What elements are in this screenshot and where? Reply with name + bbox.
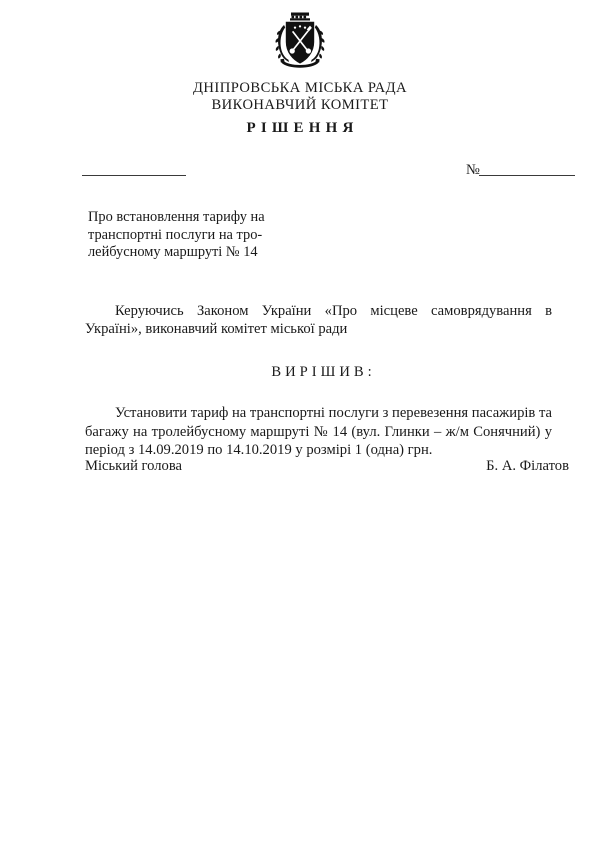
number-symbol: №: [466, 162, 480, 178]
organization-name-line-2: ВИКОНАВЧИЙ КОМІТЕТ: [211, 97, 389, 113]
coat-of-arms-shield-icon: [271, 11, 329, 71]
emblem-container: [0, 0, 600, 76]
signatory-title: Міський голова: [85, 458, 183, 474]
resolution-paragraph: Установити тариф на транспортні послуги з перевезення пасажирів та багажу на тролейбусному маршруті № 14 (вул. Глинки – ж/м Сонячний) у період з 14.09.2019 по 14.10.2019 у розмірі 1 (одна) грн.: [85, 405, 552, 459]
signatory-name: Б. А. Філатов: [486, 458, 569, 474]
signature-block: [85, 458, 569, 475]
subject-line-2: транспортні послуги на тро-: [88, 226, 263, 243]
subject-line-3: лейбусному маршруті № 14: [88, 244, 258, 260]
document-body: [85, 302, 552, 461]
document-header: [0, 80, 600, 137]
document-subject: [88, 209, 328, 262]
organization-name-line-1: ДНІПРОВСЬКА МІСЬКА РАДА: [193, 80, 407, 96]
decision-keyword: ВИРІШИВ:: [271, 363, 376, 380]
document-kind-title: РІШЕННЯ: [246, 120, 359, 136]
subject-line-1: Про встановлення тарифу на: [88, 209, 265, 225]
number-blank-line: [479, 175, 575, 176]
date-blank-line: [82, 175, 186, 176]
preamble-paragraph: Керуючись Законом України «Про місцеве самоврядування в Україні», виконавчий комітет міської ради: [85, 302, 552, 338]
document-meta-row: [0, 156, 600, 178]
